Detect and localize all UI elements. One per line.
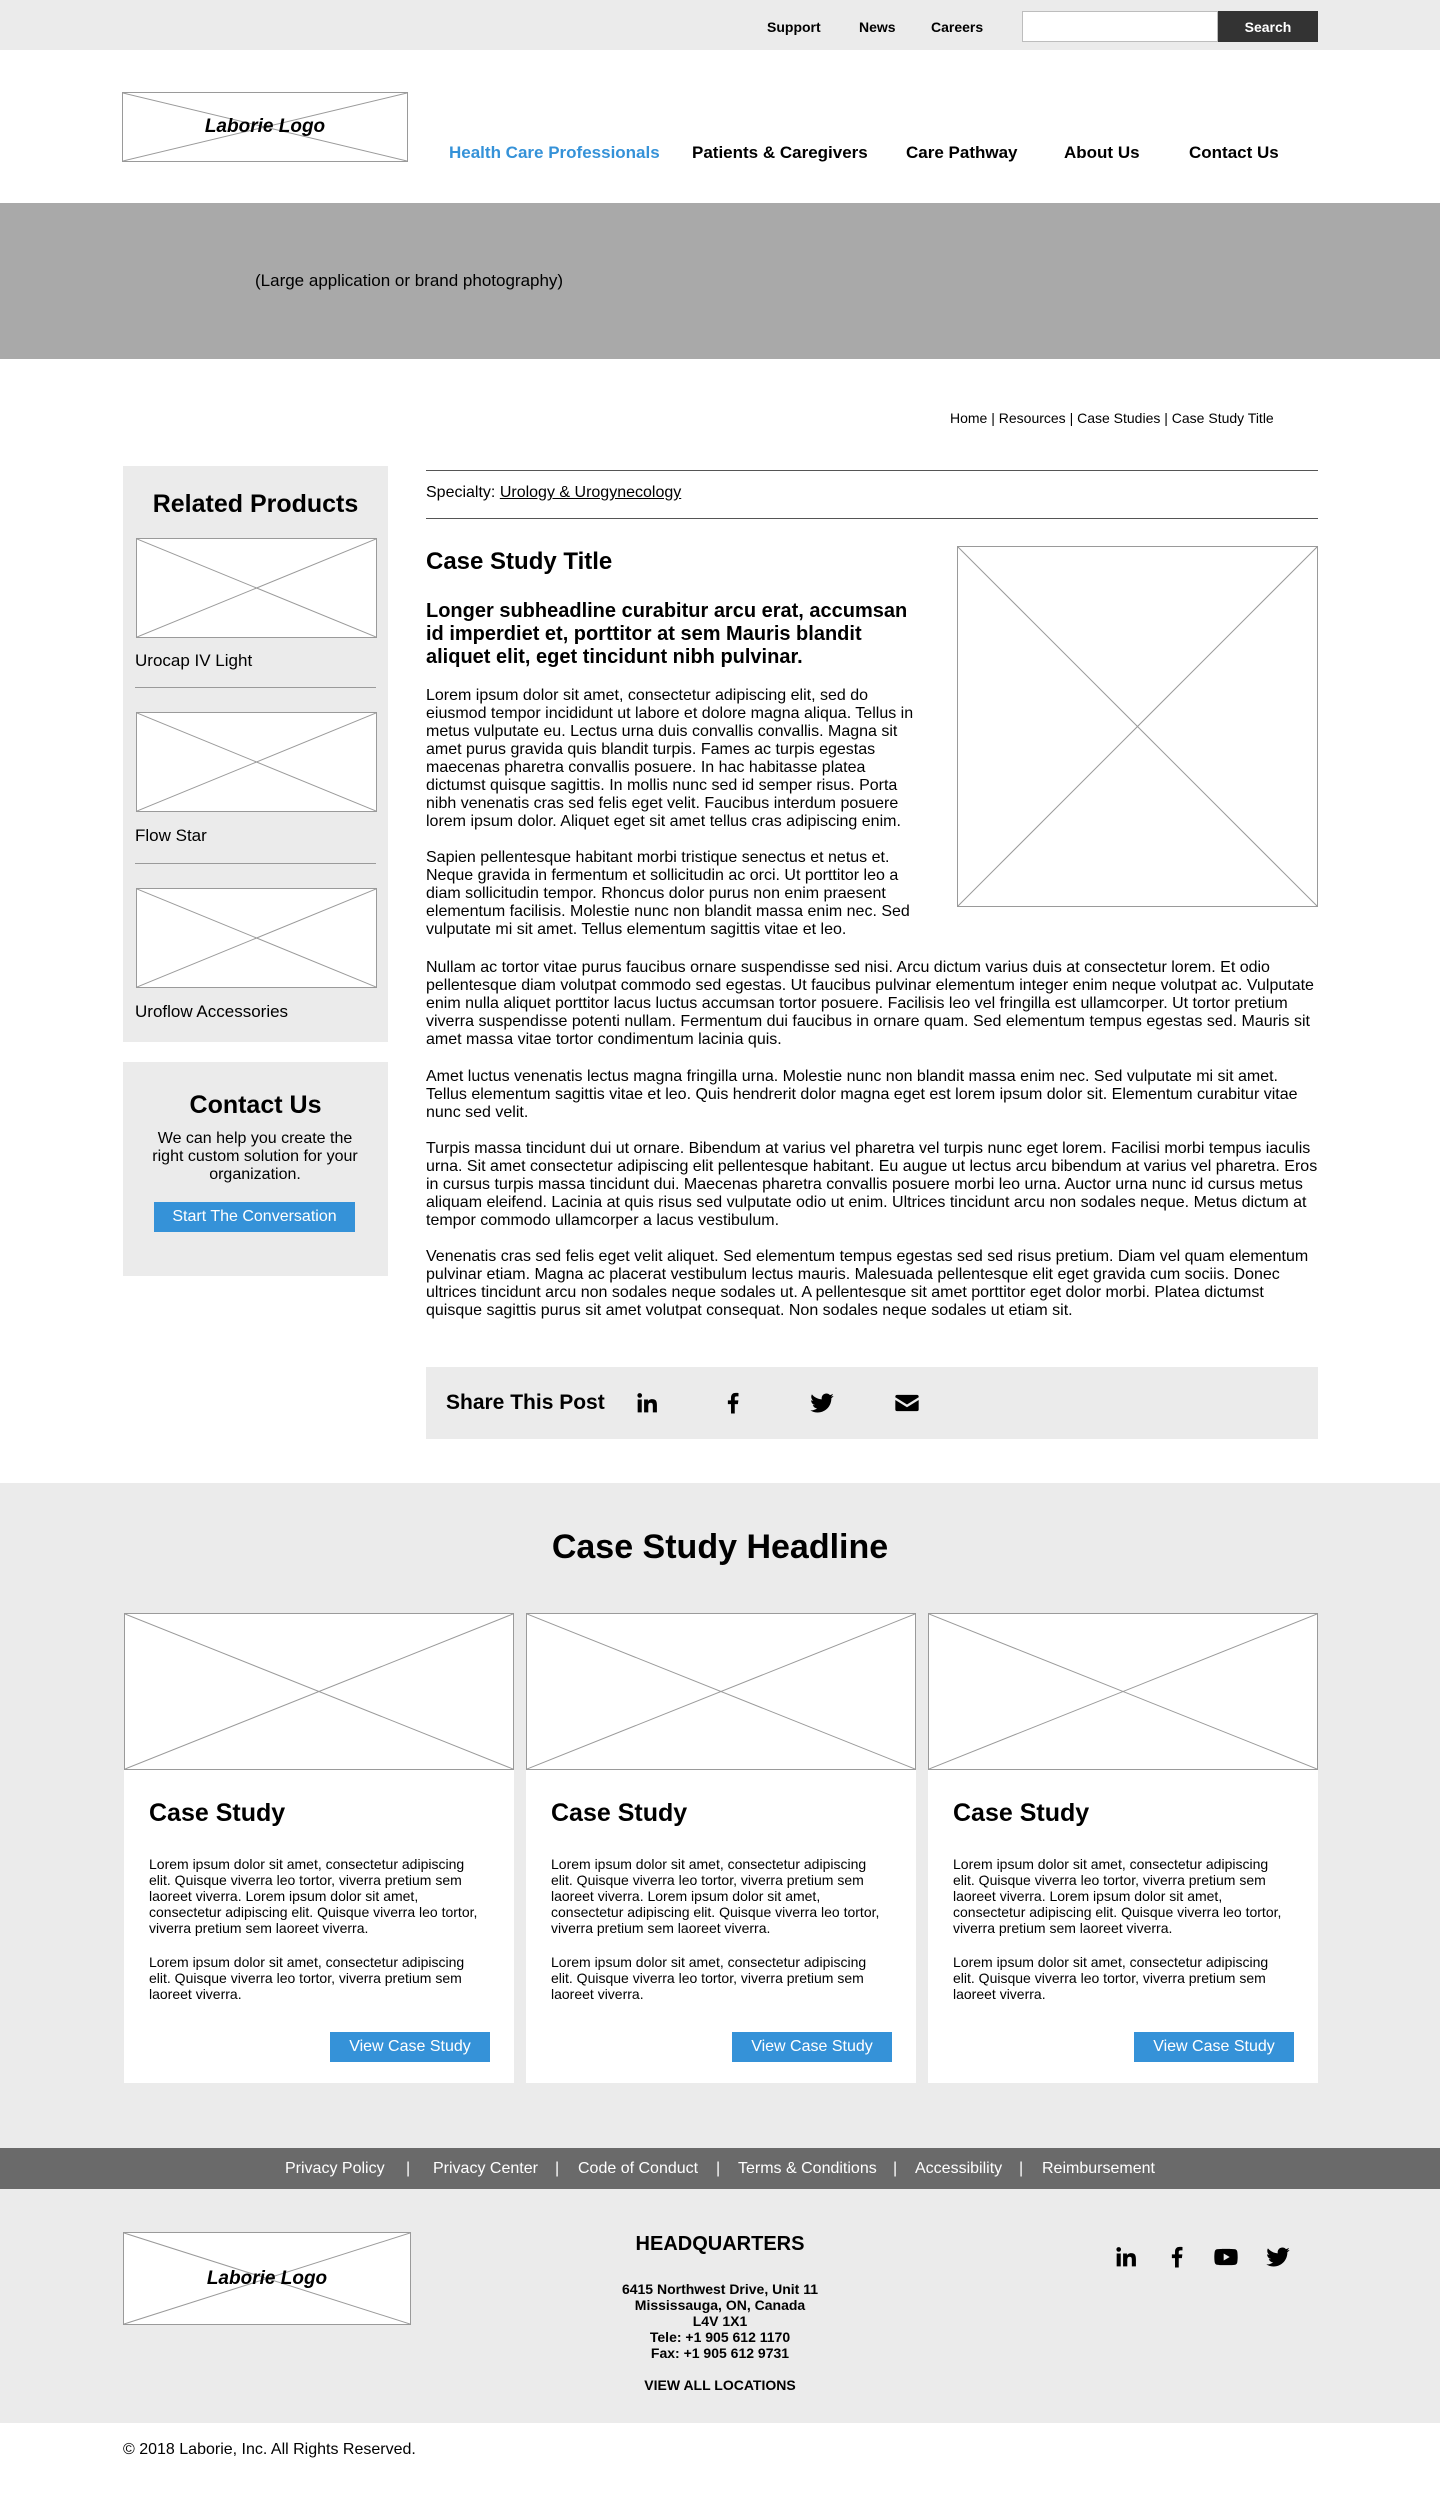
- facebook-icon[interactable]: [1163, 2243, 1191, 2271]
- view-case-study-button[interactable]: View Case Study: [732, 2032, 892, 2062]
- product-label[interactable]: Urocap IV Light: [135, 651, 253, 670]
- linkedin-icon[interactable]: [633, 1389, 661, 1417]
- logo-text: Laborie Logo: [206, 2267, 328, 2289]
- placeholder-x: [958, 547, 1317, 906]
- separator: |: [893, 2160, 898, 2177]
- divider: [426, 518, 1318, 519]
- article-subheadline: Longer subheadline curabitur arcu erat, accumsan id imperdiet et, porttitor at sem Mauris blandit aliquet elit, eget tincidunt nibh pulvinar.: [426, 600, 908, 668]
- hq-address-line: 6415 Northwest Drive, Unit 11: [621, 2281, 819, 2297]
- footer-link-accessibility[interactable]: Accessibility: [915, 2160, 1003, 2177]
- nav-about-us[interactable]: About Us: [1064, 143, 1140, 162]
- separator: |: [406, 2160, 411, 2177]
- placeholder-x: [527, 1614, 915, 1769]
- copyright: © 2018 Laborie, Inc. All Rights Reserved.: [123, 2441, 416, 2458]
- case-study-card: [124, 1613, 514, 2083]
- article-paragraph: Venenatis cras sed felis eget velit aliquet. Sed elementum tempus egestas sed sed risus pretium. Diam vel quam elementum pulvinar etiam. Magna ac placerat vestibulum lectus mauris. Malesuada pellentesque elit eget gravida cum sociis. Donec ultrices tincidunt arcu non sodales neque sodales ut. A pellentesque sit amet porttitor eget dolor morbi. Platea dictumst quisque sagittis purus sit amet volutpat consequat. Non sodales neque sodales ut etiam sit.: [426, 1248, 1309, 1319]
- case-study-card: [928, 1613, 1318, 2083]
- footer-nav: [0, 2148, 1440, 2189]
- twitter-icon[interactable]: [808, 1389, 836, 1417]
- case-study-text: Lorem ipsum dolor sit amet, consectetur adipiscing elit. Quisque viverra leo tortor, viverra pretium sem laoreet viverra.: [551, 1954, 867, 2002]
- linkedin-icon[interactable]: [1112, 2243, 1140, 2271]
- hero-banner: [0, 203, 1440, 359]
- hq-fax: Fax: +1 905 612 9731: [650, 2345, 790, 2361]
- footer: [0, 2189, 1440, 2423]
- logo-text: Laborie Logo: [204, 116, 326, 137]
- case-studies-headline: Case Study Headline: [551, 1528, 889, 1566]
- separator: |: [716, 2160, 721, 2177]
- placeholder-x: [125, 1614, 513, 1769]
- article-title: Case Study Title: [426, 548, 613, 575]
- case-study-text: Lorem ipsum dolor sit amet, consectetur adipiscing elit. Quisque viverra leo tortor, viverra pretium sem laoreet viverra.: [953, 1954, 1269, 2002]
- case-studies-section: [0, 1483, 1440, 2148]
- search-input[interactable]: [1022, 11, 1218, 42]
- case-study-text: Lorem ipsum dolor sit amet, consectetur adipiscing elit. Quisque viverra leo tortor, viverra pretium sem laoreet viverra. Lorem ipsum dolor sit amet, consectetur adipiscing elit. Quisque viverra leo tortor, viverra pretium sem laoreet viverra.: [551, 1856, 880, 1936]
- article-paragraph: Turpis massa tincidunt dui ut ornare. Bibendum at varius vel pharetra vel turpis nunc eget lorem. Facilisi morbi tempus iaculis urna. Sit amet consectetur adipiscing elit pellentesque habitant. Eu augue ut lectus arcu bibendum at varius vel pharetra. Eros in cursus turpis massa tincidunt dui. Maecenas pharetra convallis posuere morbi leo urna. Auctor urna nunc id cursus metus aliquam eleifend. Lacinia at quis risus sed vulputate odio ut enim. Ultrices tincidunt arcu non sodales neque. Metus dictum at tempor commodo ullamcorper a lacus vestibulum.: [426, 1140, 1318, 1229]
- article-image: [957, 546, 1318, 907]
- case-study-image[interactable]: [928, 1613, 1318, 1770]
- contact-title: Contact Us: [189, 1091, 322, 1119]
- specialty-line: [426, 484, 681, 502]
- related-products-panel: [123, 466, 388, 1042]
- search-button[interactable]: Search: [1218, 11, 1318, 42]
- case-study-title: Case Study: [149, 1799, 286, 1827]
- footer-link-reimbursement[interactable]: Reimbursement: [1042, 2160, 1155, 2177]
- twitter-icon[interactable]: [1264, 2243, 1292, 2271]
- nav-contact-us[interactable]: Contact Us: [1189, 143, 1279, 162]
- footer-link-privacy-center[interactable]: Privacy Center: [433, 2160, 538, 2177]
- hq-address-line: L4V 1X1: [692, 2313, 748, 2329]
- view-all-locations-link[interactable]: VIEW ALL LOCATIONS: [644, 2377, 796, 2393]
- view-case-study-button[interactable]: View Case Study: [1134, 2032, 1294, 2062]
- article-paragraph: Nullam ac tortor vitae purus faucibus ornare suspendisse sed nisi. Arcu dictum varius duis at consectetur lorem. Et odio pellentesque diam volutpat commodo sed egestas. Ut faucibus pulvinar elementum integer enim neque volutpat ac. Vulputate enim nulla aliquet porttitor lacus luctus accumsan tortor posuere. Facilisis leo vel fringilla est ullamcorper. Ut tortor pretium viverra suspendisse potenti nullam. Fermentum dui faucibus in ornare quam. Sed elementum tempus egestas sed. Mauris sit amet massa vitae tortor condimentum lacinia quis.: [426, 959, 1314, 1048]
- divider: [426, 470, 1318, 471]
- product-image[interactable]: [136, 712, 377, 812]
- utility-bar: [0, 0, 1440, 50]
- hq-phone: Tele: +1 905 612 1170: [649, 2329, 791, 2345]
- product-label[interactable]: Flow Star: [135, 826, 207, 845]
- divider: [135, 863, 376, 864]
- case-study-text: Lorem ipsum dolor sit amet, consectetur adipiscing elit. Quisque viverra leo tortor, viverra pretium sem laoreet viverra.: [149, 1954, 465, 2002]
- separator: |: [555, 2160, 560, 2177]
- product-label[interactable]: Uroflow Accessories: [135, 1002, 289, 1021]
- hq-address-line: Mississauga, ON, Canada: [634, 2297, 806, 2313]
- product-image[interactable]: [136, 888, 377, 988]
- specialty-link[interactable]: Urology & Urogynecology: [499, 484, 682, 501]
- specialty-label: Specialty:: [426, 484, 500, 501]
- footer-link-code-of-conduct[interactable]: Code of Conduct: [578, 2160, 699, 2177]
- placeholder-x: [137, 889, 376, 987]
- article-paragraph: Sapien pellentesque habitant morbi tristique senectus et netus et. Neque gravida in fermentum et sollicitudin ac orci. Ut porttitor leo a diam sollicitudin tempor. Rhoncus dolor purus non enim praesent elementum facilisis. Molestie nunc non blandit massa enim nec. Sed vulputate mi sit amet. Tellus elementum sagittis vitae et leo.: [426, 849, 910, 938]
- case-study-image[interactable]: [124, 1613, 514, 1770]
- breadcrumb[interactable]: Home | Resources | Case Studies | Case Study Title: [950, 410, 1274, 426]
- hq-title: HEADQUARTERS: [635, 2233, 805, 2255]
- placeholder-x: [137, 713, 376, 811]
- nav-patients-caregivers[interactable]: Patients & Caregivers: [692, 143, 868, 162]
- email-icon[interactable]: [893, 1389, 921, 1417]
- utility-link-support[interactable]: Support: [767, 19, 821, 35]
- header-logo[interactable]: [122, 92, 408, 162]
- product-image[interactable]: [136, 538, 377, 638]
- start-conversation-button[interactable]: Start The Conversation: [154, 1202, 355, 1232]
- share-bar: [426, 1367, 1318, 1439]
- placeholder-x: [137, 539, 376, 637]
- nav-care-pathway[interactable]: Care Pathway: [906, 143, 1018, 162]
- case-study-text: Lorem ipsum dolor sit amet, consectetur adipiscing elit. Quisque viverra leo tortor, viverra pretium sem laoreet viverra. Lorem ipsum dolor sit amet, consectetur adipiscing elit. Quisque viverra leo tortor, viverra pretium sem laoreet viverra.: [953, 1856, 1282, 1936]
- contact-panel: [123, 1062, 388, 1276]
- divider: [135, 687, 376, 688]
- footer-link-terms-conditions[interactable]: Terms & Conditions: [738, 2160, 877, 2177]
- case-study-image[interactable]: [526, 1613, 916, 1770]
- youtube-icon[interactable]: [1212, 2243, 1240, 2271]
- facebook-icon[interactable]: [719, 1389, 747, 1417]
- footer-link-privacy-policy[interactable]: Privacy Policy: [285, 2160, 385, 2177]
- hero-placeholder-text: (Large application or brand photography): [255, 271, 564, 290]
- placeholder-x: [929, 1614, 1317, 1769]
- nav-health-care-professionals[interactable]: Health Care Professionals: [449, 143, 660, 162]
- case-study-text: Lorem ipsum dolor sit amet, consectetur adipiscing elit. Quisque viverra leo tortor, viverra pretium sem laoreet viverra. Lorem ipsum dolor sit amet, consectetur adipiscing elit. Quisque viverra leo tortor, viverra pretium sem laoreet viverra.: [149, 1856, 478, 1936]
- utility-link-news[interactable]: News: [859, 19, 896, 35]
- article-paragraph: Amet luctus venenatis lectus magna fringilla urna. Molestie nunc non blandit massa enim nec. Sed vulputate mi sit amet. Tellus elementum sagittis vitae et leo. Quis hendrerit dolor magna eget est lorem ipsum dolor sit. Elementum curabitur vitae nunc sed velit.: [426, 1068, 1298, 1121]
- separator: |: [1019, 2160, 1024, 2177]
- case-study-title: Case Study: [551, 1799, 688, 1827]
- case-study-title: Case Study: [953, 1799, 1090, 1827]
- article-paragraph: Lorem ipsum dolor sit amet, consectetur adipiscing elit, sed do eiusmod tempor incididunt ut labore et dolore magna aliqua. Tellus in metus vulputate eu. Lectus urna duis convallis convallis. Magna sit amet purus gravida quis blandit turpis. Fames ac turpis egestas maecenas pharetra convallis posuere. In hac habitasse platea dictumst quisque sagittis. In mollis nunc sed id semper risus. Porta nibh venenatis cras sed felis eget velit. Faucibus interdum posuere lorem ipsum dolor. Aliquet eget sit amet tellus cras adipiscing enim.: [426, 687, 914, 830]
- view-case-study-button[interactable]: View Case Study: [330, 2032, 490, 2062]
- contact-description: We can help you create the right custom solution for your organization.: [152, 1130, 358, 1183]
- related-products-title: Related Products: [152, 490, 359, 518]
- case-study-card: [526, 1613, 916, 2083]
- utility-link-careers[interactable]: Careers: [931, 19, 984, 35]
- share-label: Share This Post: [446, 1391, 605, 1414]
